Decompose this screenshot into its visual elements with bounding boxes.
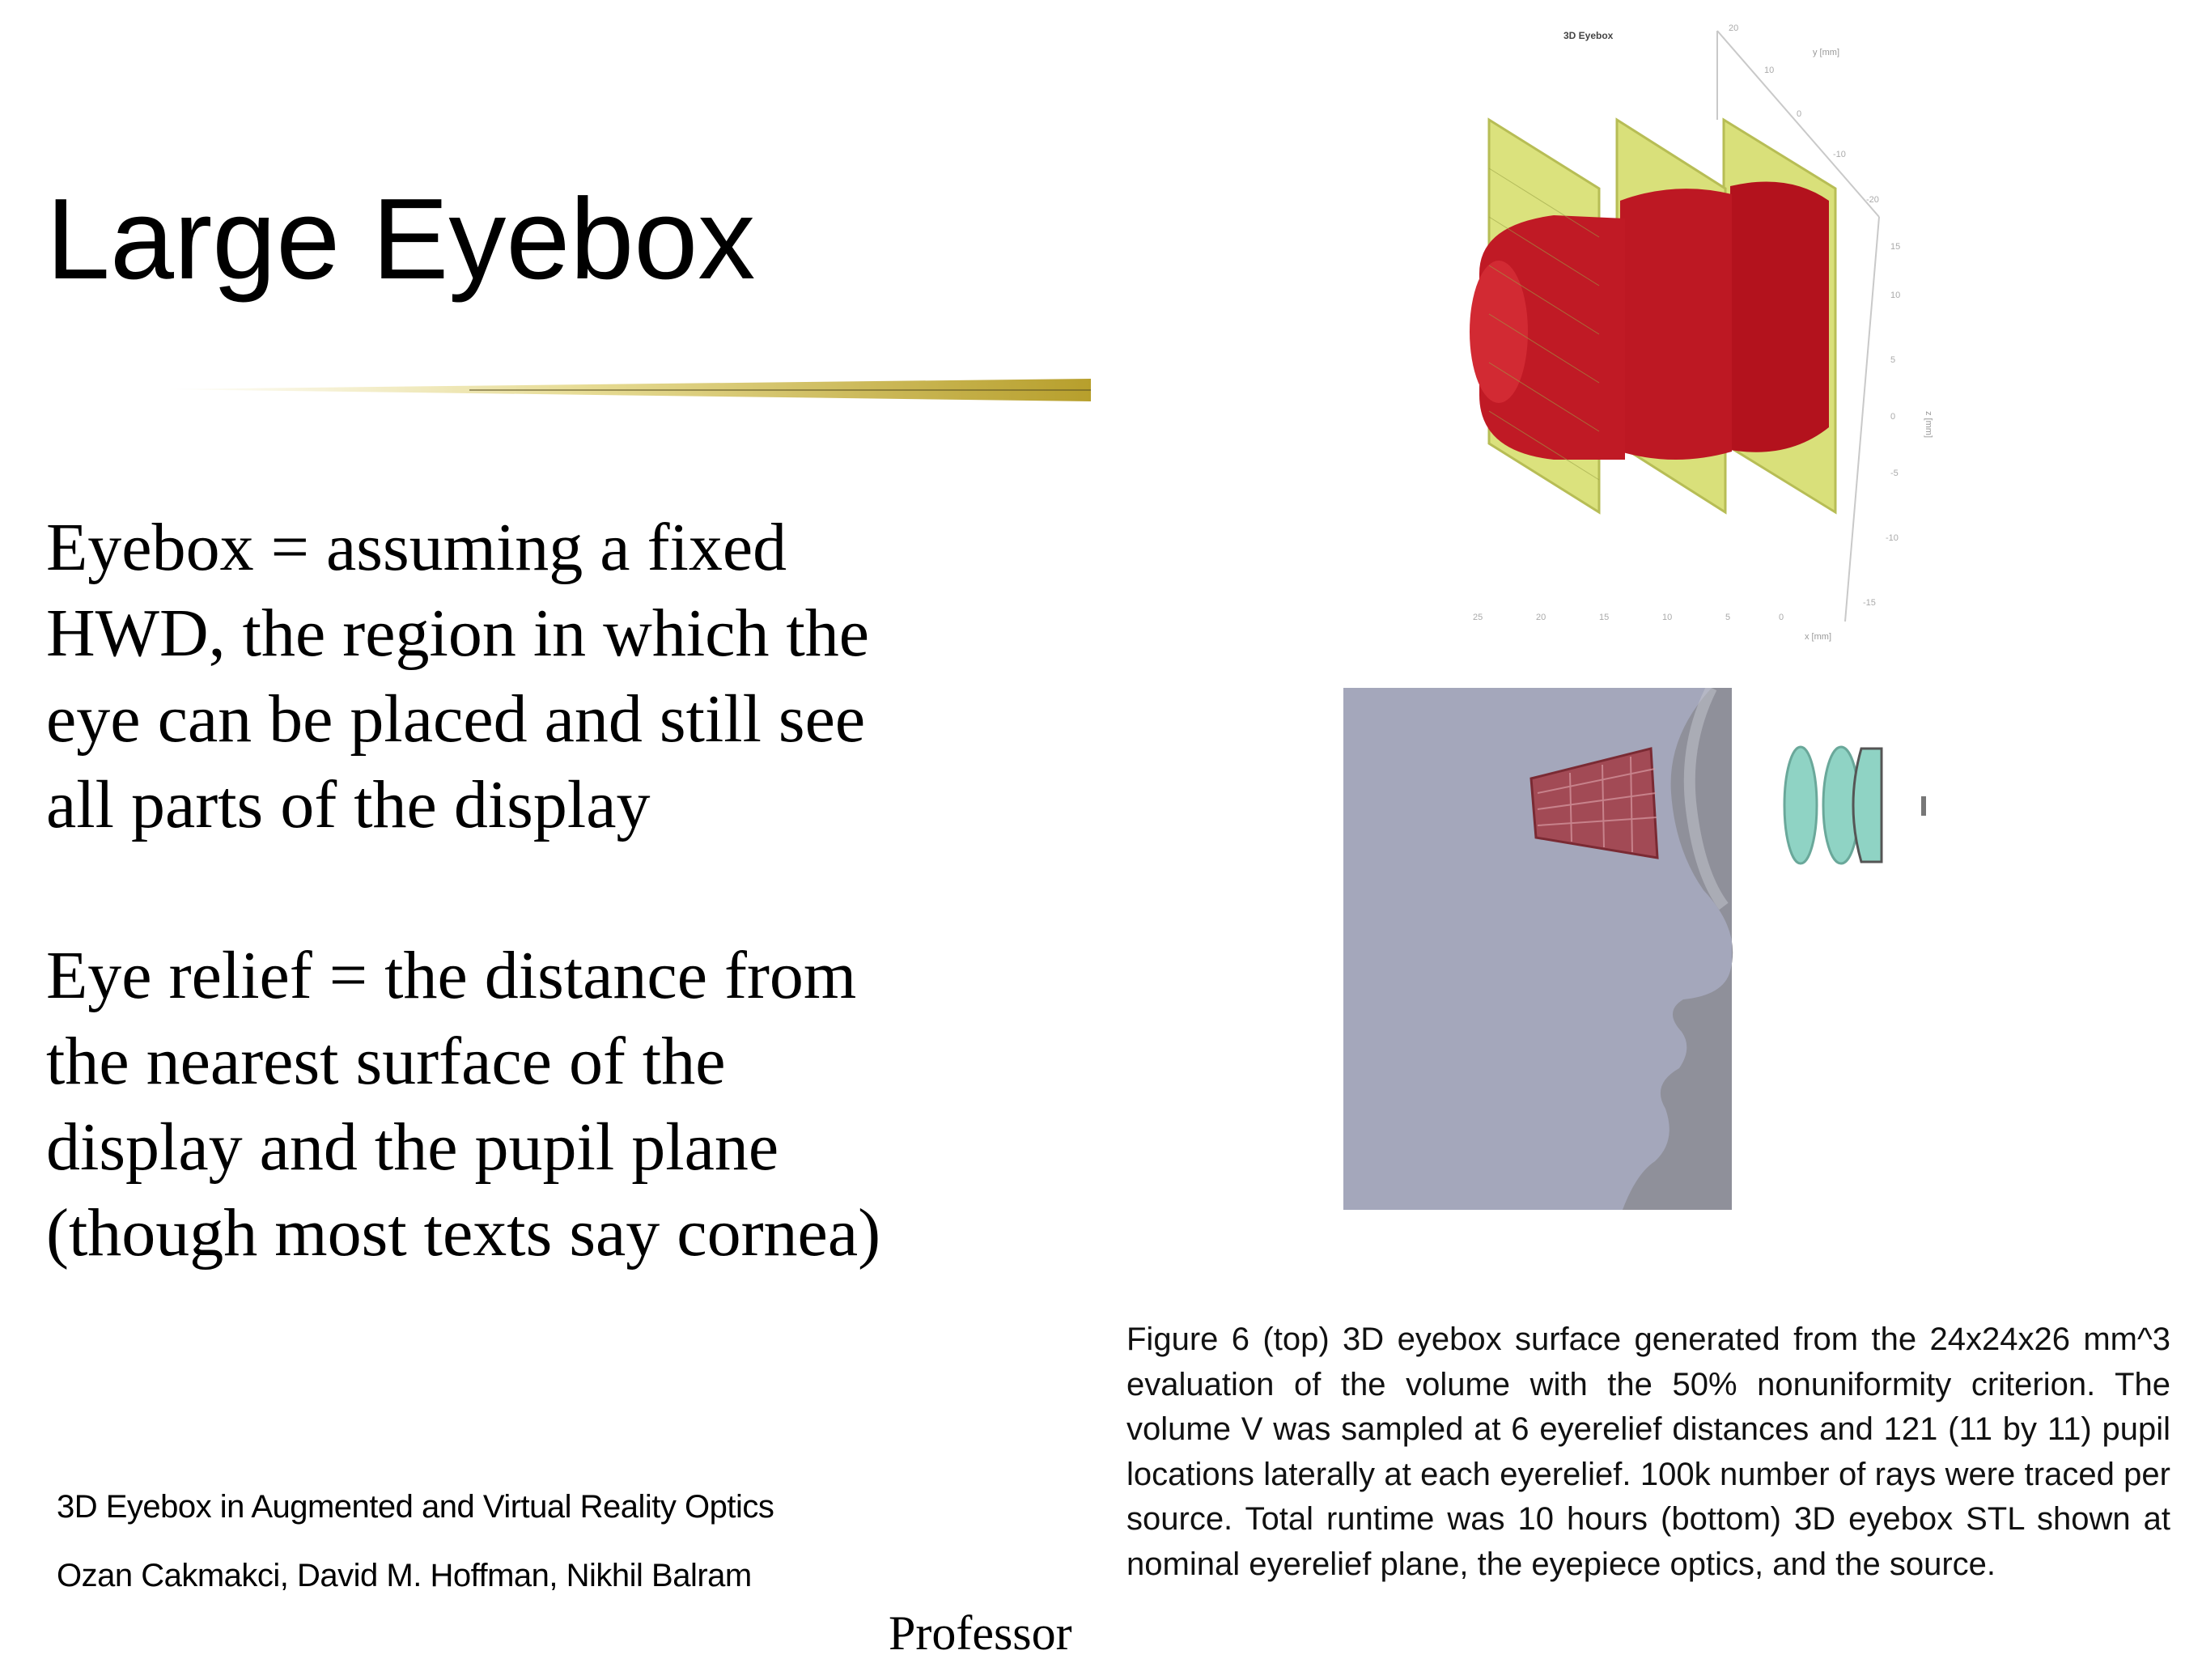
svg-text:-10: -10 (1886, 533, 1899, 543)
svg-text:20: 20 (1729, 23, 1739, 33)
citation-authors: Ozan Cakmakci, David M. Hoffman, Nikhil Balram (57, 1558, 752, 1593)
svg-text:25: 25 (1473, 613, 1483, 622)
svg-text:-15: -15 (1863, 598, 1876, 608)
eyebox-definition (46, 505, 869, 848)
text-line: Eyebox = assuming a fixed (46, 510, 787, 585)
svg-text:0: 0 (1779, 613, 1784, 622)
footer-professor: Professor (889, 1606, 1072, 1660)
text-line: (though most texts say cornea) (46, 1195, 881, 1271)
plot-title: 3D Eyebox (1563, 30, 1614, 41)
eye-relief-definition (46, 933, 880, 1276)
x-axis-label: x [mm] (1805, 632, 1831, 642)
svg-text:-20: -20 (1866, 195, 1879, 205)
text-line: display and the pupil plane (46, 1109, 779, 1185)
svg-text:0: 0 (1797, 109, 1802, 119)
svg-text:15: 15 (1599, 613, 1610, 622)
text-line: the nearest surface of the (46, 1024, 726, 1099)
title-underline (162, 379, 1091, 401)
svg-text:5: 5 (1725, 613, 1731, 622)
svg-text:10: 10 (1890, 291, 1901, 300)
figure-caption: Figure 6 (top) 3D eyebox surface generated from the 24x24x26 mm^3 evaluation of the volume with the 50% nonuniformity criterion. The volume V was sampled at 6 eyerelief distances and 121 (11 by 11) pupil locations laterally at each eyerelief. 100k number of rays were traced per source. Total runtime was 10 hours (bottom) 3D eyebox STL shown at nominal eyerelief plane, the eyepiece optics, and the source. (1126, 1322, 2170, 1582)
svg-text:-5: -5 (1890, 469, 1899, 478)
svg-text:-10: -10 (1833, 150, 1846, 159)
eyebox-volume-back (1730, 181, 1829, 452)
svg-text:5: 5 (1890, 355, 1896, 365)
citation-title: 3D Eyebox in Augmented and Virtual Reality Optics (57, 1489, 774, 1525)
eyebox-3d-plot (1408, 6, 1991, 646)
display-source (1921, 796, 1926, 816)
eyebox-stl-render (1343, 688, 1958, 1210)
z-axis-label: z [mm] (1924, 411, 1933, 438)
svg-text:10: 10 (1764, 66, 1775, 75)
svg-text:20: 20 (1536, 613, 1546, 622)
svg-text:10: 10 (1662, 613, 1673, 622)
y-axis-label: y [mm] (1813, 48, 1839, 57)
text-line: HWD, the region in which the (46, 596, 870, 671)
text-line: Eye relief = the distance from (46, 938, 857, 1013)
slide-title: Large Eyebox (46, 175, 756, 303)
svg-text:0: 0 (1890, 412, 1896, 422)
eyepiece-lens-1 (1784, 747, 1817, 863)
text-line: all parts of the display (46, 767, 651, 842)
text-line: eye can be placed and still see (46, 681, 866, 757)
eyepiece-lens-3 (1853, 749, 1882, 862)
eyebox-volume-middle (1620, 189, 1732, 460)
svg-text:15: 15 (1890, 242, 1901, 252)
